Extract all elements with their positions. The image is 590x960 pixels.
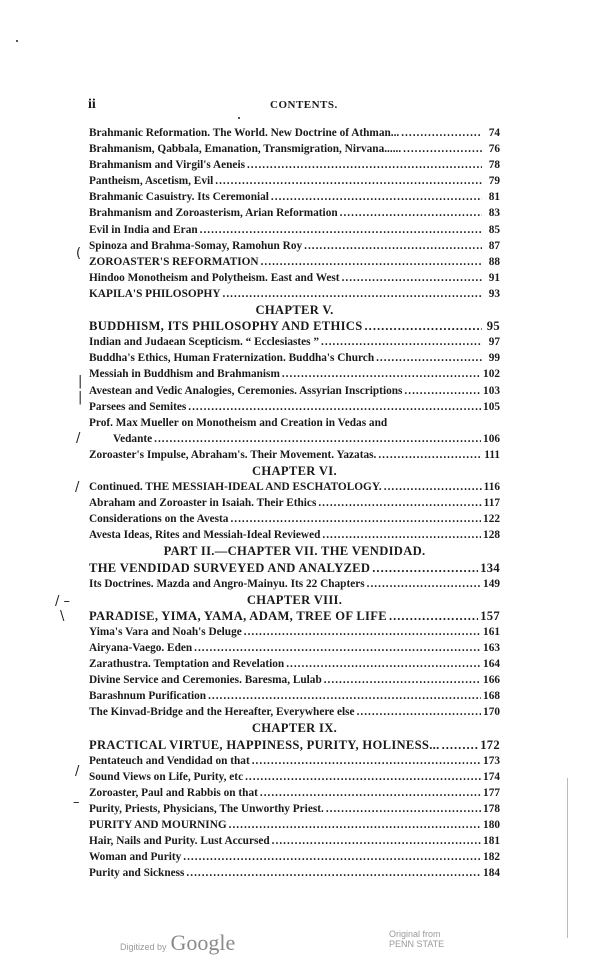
toc-entry-page: 95 — [486, 319, 500, 334]
toc-entry-page: 87 — [488, 239, 500, 252]
leader-dots — [340, 205, 482, 221]
toc-entry-line — [89, 672, 500, 688]
toc-entry-page: 168 — [483, 690, 500, 703]
toc-entry-title: BUDDHISM, ITS PHILOSOPHY AND ETHICS — [89, 319, 363, 334]
toc-entry — [89, 833, 500, 849]
toc-entry-title: Indian and Judaean Scepticism. “ Ecclesiastes ” — [89, 336, 320, 349]
toc-entry-line — [89, 737, 500, 753]
toc-entry-line — [89, 769, 500, 785]
toc-entry-line — [89, 254, 500, 270]
toc-entry-page: 103 — [483, 384, 500, 397]
toc-entry-line — [89, 383, 500, 399]
leader-dots — [326, 801, 481, 817]
toc-entry-line — [113, 431, 500, 447]
leader-dots — [154, 431, 481, 447]
chapter-heading: PART II.—CHAPTER VII. THE VENDIDAD. — [163, 544, 426, 559]
toc-entry-line — [89, 479, 500, 495]
toc-entry-line — [89, 415, 500, 431]
toc-entry-line — [89, 270, 500, 286]
toc-entry — [89, 640, 500, 656]
toc-entry — [89, 447, 500, 463]
toc-entry-title: Divine Service and Ceremonies. Baresma, Lulab — [89, 674, 322, 687]
leader-dots — [401, 125, 482, 141]
toc-entry-line — [89, 318, 500, 334]
margin-mark-slash-dash: / – — [55, 594, 71, 609]
toc-entry-line — [89, 608, 500, 624]
chapter-heading: CHAPTER IX. — [251, 721, 338, 736]
running-head: CONTENTS. — [270, 99, 338, 111]
toc-entry-page: 76 — [488, 143, 500, 156]
toc-entry-line — [89, 704, 500, 720]
toc-entry-page: 106 — [483, 432, 500, 445]
margin-mark-paren: ( — [76, 246, 82, 261]
leader-dots — [357, 704, 481, 720]
leader-dots — [442, 737, 479, 753]
margin-mark-dash: – — [73, 795, 80, 810]
toc-entry-line — [89, 865, 500, 881]
google-logo: Google — [170, 930, 236, 955]
leader-dots — [389, 608, 478, 624]
toc-entry-title: Airyana-Vaego. Eden — [89, 642, 193, 654]
toc-entry-page: 180 — [483, 819, 500, 832]
toc-entry — [89, 849, 500, 865]
original-from — [389, 929, 444, 949]
margin-mark-slash: / — [75, 480, 80, 495]
toc-entry-title: Brahmanic Casuistry. Its Ceremonial — [89, 191, 269, 204]
leader-dots — [272, 833, 481, 849]
toc-entry — [89, 334, 500, 350]
toc-entry-page: 102 — [483, 368, 500, 381]
toc-entry-line — [89, 447, 500, 463]
toc-entry-title: Brahmanism and Virgil's Aeneis — [89, 159, 245, 172]
toc-entry-line — [89, 640, 500, 656]
toc-entry-title: Hair, Nails and Purity. Lust Accursed — [89, 835, 270, 848]
toc-entry — [89, 270, 500, 286]
toc-entry — [89, 560, 500, 576]
toc-entry-title: Yima's Vara and Noah's Deluge — [89, 625, 242, 638]
toc-entry-page: 81 — [488, 191, 500, 204]
toc-entry-line — [89, 849, 500, 865]
toc-entry-title: Abraham and Zoroaster in Isaiah. Their Ethics — [89, 497, 317, 510]
toc-entry — [89, 624, 500, 640]
leader-dots — [286, 656, 481, 672]
toc-entry-page: 122 — [483, 513, 500, 526]
toc-entry-title: Continued. THE MESSIAH-IDEAL AND ESCHATOLOGY. — [89, 481, 382, 494]
toc-entry-page: 78 — [488, 159, 500, 172]
toc-entry — [89, 205, 500, 221]
toc-entry-title: Purity, Priests, Physicians, The Unworthy Priest. — [89, 802, 324, 815]
leader-dots — [378, 447, 482, 463]
toc-entry-title: Zoroaster, Paul and Rabbis on that — [89, 786, 258, 799]
toc-entry-title: PARADISE, YIMA, YAMA, ADAM, TREE OF LIFE — [89, 608, 387, 623]
toc-entry-page: 117 — [483, 497, 500, 510]
toc-entry-title: Zarathustra. Temptation and Revelation — [89, 658, 285, 671]
chapter-heading: CHAPTER VI. — [252, 463, 337, 478]
toc-entry-page: 174 — [483, 770, 500, 783]
toc-entry — [89, 157, 500, 173]
toc-entry — [89, 366, 500, 382]
leader-dots — [321, 334, 482, 350]
toc-entry-line — [89, 785, 500, 801]
margin-mark-bar: | — [78, 374, 83, 389]
leader-dots — [208, 688, 481, 704]
toc-entry-page: 105 — [483, 400, 500, 413]
toc-entry — [89, 688, 500, 704]
leader-dots — [384, 479, 482, 495]
toc-entry-line — [89, 366, 500, 382]
page-number: ii — [88, 97, 96, 112]
table-of-contents — [89, 125, 500, 881]
toc-entry-page: 166 — [483, 674, 500, 687]
leader-dots — [229, 817, 481, 833]
toc-entry-page: 88 — [488, 255, 500, 268]
margin-mark-backslash: \ — [60, 609, 65, 624]
leader-dots — [261, 254, 482, 270]
toc-entry — [89, 399, 500, 415]
toc-entry-title: Messiah in Buddhism and Brahmanism — [89, 368, 280, 381]
leader-dots — [318, 495, 481, 511]
toc-entry — [89, 495, 500, 511]
toc-entry-page: 134 — [480, 560, 500, 575]
margin-mark-slash: / — [75, 764, 80, 779]
toc-entry — [89, 801, 500, 817]
toc-entry-page: 163 — [483, 642, 500, 654]
toc-entry — [89, 656, 500, 672]
toc-entry-line — [89, 753, 500, 769]
toc-entry-page: 177 — [483, 786, 500, 799]
toc-entry-title: PRACTICAL VIRTUE, HAPPINESS, PURITY, HOLINESS... — [89, 737, 440, 752]
toc-entry-title: Brahmanism, Qabbala, Emanation, Transmigration, Nirvana...... — [89, 143, 402, 156]
toc-entry-title: Spinoza and Brahma-Somay, Ramohun Roy — [89, 239, 303, 252]
institution-label: PENN STATE — [389, 939, 445, 949]
toc-entry-line — [89, 688, 500, 704]
leader-dots — [215, 173, 482, 189]
toc-entry-title: Barashnum Purification — [89, 690, 207, 703]
toc-entry-page: 149 — [483, 577, 500, 590]
toc-entry-title: ZOROASTER'S REFORMATION — [89, 255, 259, 268]
toc-entry-title: Pentateuch and Vendidad on that — [89, 754, 250, 767]
leader-dots — [252, 753, 481, 769]
toc-entry-line — [89, 189, 500, 205]
toc-entry-title: Considerations on the Avesta — [89, 513, 229, 526]
toc-entry-page: 161 — [483, 625, 500, 638]
toc-entry-line — [89, 624, 500, 640]
toc-entry-title: Brahmanic Reformation. The World. New Doctrine of Athman... — [89, 127, 400, 139]
toc-entry-title: Hindoo Monotheism and Polytheism. East and West — [89, 271, 340, 284]
leader-dots — [188, 399, 481, 415]
toc-entry — [89, 576, 500, 592]
toc-entry-line — [89, 576, 500, 592]
toc-entry — [89, 318, 500, 334]
leader-dots — [342, 270, 482, 286]
toc-entry-title: Its Doctrines. Mazda and Angro-Mainyu. Its 22 Chapters — [89, 577, 365, 590]
leader-dots — [365, 318, 482, 334]
leader-dots — [322, 527, 481, 543]
toc-entry-line — [89, 817, 500, 833]
toc-entry-title: PURITY AND MOURNING — [89, 819, 227, 832]
toc-entry-line — [89, 656, 500, 672]
toc-entry-line — [89, 286, 500, 302]
margin-mark-bar: | — [78, 390, 83, 405]
toc-entry — [89, 141, 500, 157]
leader-dots — [230, 511, 481, 527]
toc-entry — [89, 254, 500, 270]
scan-speck — [16, 40, 18, 42]
toc-entry-line — [89, 833, 500, 849]
toc-entry-page: 111 — [484, 448, 500, 461]
toc-entry-title: Vedante — [113, 432, 153, 445]
leader-dots — [324, 672, 481, 688]
toc-entry-page: 116 — [483, 481, 500, 494]
toc-entry-title: Brahmanism and Zoroasterism, Arian Reformation — [89, 207, 338, 220]
digitized-by-label: Digitized by — [120, 942, 167, 952]
toc-entry — [89, 415, 500, 431]
toc-entry-page: 83 — [488, 207, 500, 220]
toc-entry-page: 181 — [483, 835, 500, 848]
toc-entry — [89, 785, 500, 801]
toc-entry — [89, 865, 500, 881]
toc-entry-title: Purity and Sickness — [89, 867, 185, 880]
toc-entry — [89, 704, 500, 720]
toc-entry-line — [89, 801, 500, 817]
toc-entry-page: 182 — [483, 851, 500, 864]
toc-entry-title: KAPILA'S PHILOSOPHY — [89, 287, 221, 300]
leader-dots — [247, 157, 482, 173]
toc-entry-line — [89, 173, 500, 189]
leader-dots — [372, 560, 478, 576]
page-edge-line — [567, 778, 568, 938]
toc-entry-title: Evil in India and Eran — [89, 223, 198, 236]
toc-entry-title: Avestean and Vedic Analogies, Ceremonies. Assyrian Inscriptions — [89, 384, 403, 397]
toc-entry-title: Zoroaster's Impulse, Abraham's. Their Movement. Yazatas. — [89, 448, 377, 461]
toc-entry-page: 184 — [483, 867, 500, 880]
toc-entry-page: 178 — [483, 802, 500, 815]
toc-entry-line — [89, 222, 500, 238]
toc-entry-page: 85 — [488, 223, 500, 236]
toc-entry-title: THE VENDIDAD SURVEYED AND ANALYZED — [89, 560, 371, 575]
toc-entry-line — [89, 125, 500, 141]
toc-entry-line — [89, 334, 500, 350]
toc-entry-title: The Kinvad-Bridge and the Hereafter, Everywhere else — [89, 706, 355, 719]
leader-dots — [194, 640, 481, 656]
toc-entry — [89, 431, 500, 447]
toc-entry-line — [89, 350, 500, 366]
toc-entry-page: 99 — [488, 352, 500, 365]
toc-entry-page: 157 — [480, 608, 500, 623]
leader-dots — [223, 286, 482, 302]
toc-entry — [89, 672, 500, 688]
toc-entry-line — [89, 511, 500, 527]
toc-entry — [89, 817, 500, 833]
toc-entry — [89, 753, 500, 769]
leader-dots — [367, 576, 481, 592]
toc-entry-line — [89, 560, 500, 576]
toc-entry-page: 97 — [488, 336, 500, 349]
toc-entry — [89, 125, 500, 141]
toc-entry — [89, 769, 500, 785]
toc-entry — [89, 173, 500, 189]
toc-entry-page: 93 — [488, 287, 500, 300]
leader-dots — [244, 624, 481, 640]
leader-dots — [186, 865, 481, 881]
toc-entry — [89, 286, 500, 302]
leader-dots — [245, 769, 481, 785]
toc-entry-title: Sound Views on Life, Purity, etc — [89, 770, 244, 783]
leader-dots — [403, 141, 482, 157]
toc-entry-page: 128 — [483, 529, 500, 542]
leader-dots — [183, 849, 481, 865]
toc-entry-page: 172 — [480, 737, 500, 752]
toc-entry-line — [89, 399, 500, 415]
toc-entry-line — [89, 157, 500, 173]
leader-dots — [304, 238, 482, 254]
toc-entry-line — [89, 495, 500, 511]
toc-entry-page: 173 — [483, 754, 500, 767]
leader-dots — [376, 350, 482, 366]
toc-entry-line — [89, 527, 500, 543]
toc-entry — [89, 350, 500, 366]
toc-entry — [89, 737, 500, 753]
toc-entry-title: Woman and Purity — [89, 851, 182, 864]
toc-entry-page: 164 — [483, 658, 500, 671]
toc-entry-page: 79 — [488, 175, 500, 188]
scan-speck — [238, 117, 240, 119]
toc-entry-title: Prof. Max Mueller on Monotheism and Creation in Vedas and — [89, 416, 388, 429]
toc-entry — [89, 479, 500, 495]
toc-entry — [89, 189, 500, 205]
toc-entry-page: 74 — [488, 127, 500, 139]
chapter-heading: CHAPTER V. — [255, 303, 334, 318]
toc-entry-title: Pantheism, Ascetism, Evil — [89, 175, 214, 188]
toc-entry — [89, 238, 500, 254]
leader-dots — [282, 366, 481, 382]
leader-dots — [260, 785, 481, 801]
margin-mark-slash: / — [76, 431, 81, 446]
leader-dots — [404, 383, 481, 399]
chapter-heading: CHAPTER VIII. — [246, 592, 343, 607]
toc-entry-page: 170 — [483, 706, 500, 719]
toc-entry — [89, 222, 500, 238]
leader-dots — [271, 189, 482, 205]
toc-entry-title: Avesta Ideas, Rites and Messiah-Ideal Reviewed — [89, 529, 321, 542]
toc-entry-page: 91 — [488, 271, 500, 284]
original-from-label: Original from — [389, 929, 441, 939]
toc-entry-line — [89, 205, 500, 221]
toc-entry — [89, 527, 500, 543]
toc-entry-title: Buddha's Ethics, Human Fraternization. Buddha's Church — [89, 352, 375, 365]
toc-entry-title: Parsees and Semites — [89, 400, 187, 413]
toc-entry — [89, 383, 500, 399]
toc-entry — [89, 511, 500, 527]
digitized-by-google — [120, 930, 235, 956]
toc-entry-line — [89, 141, 500, 157]
leader-dots — [200, 222, 482, 238]
toc-entry-line — [89, 238, 500, 254]
toc-entry — [89, 608, 500, 624]
